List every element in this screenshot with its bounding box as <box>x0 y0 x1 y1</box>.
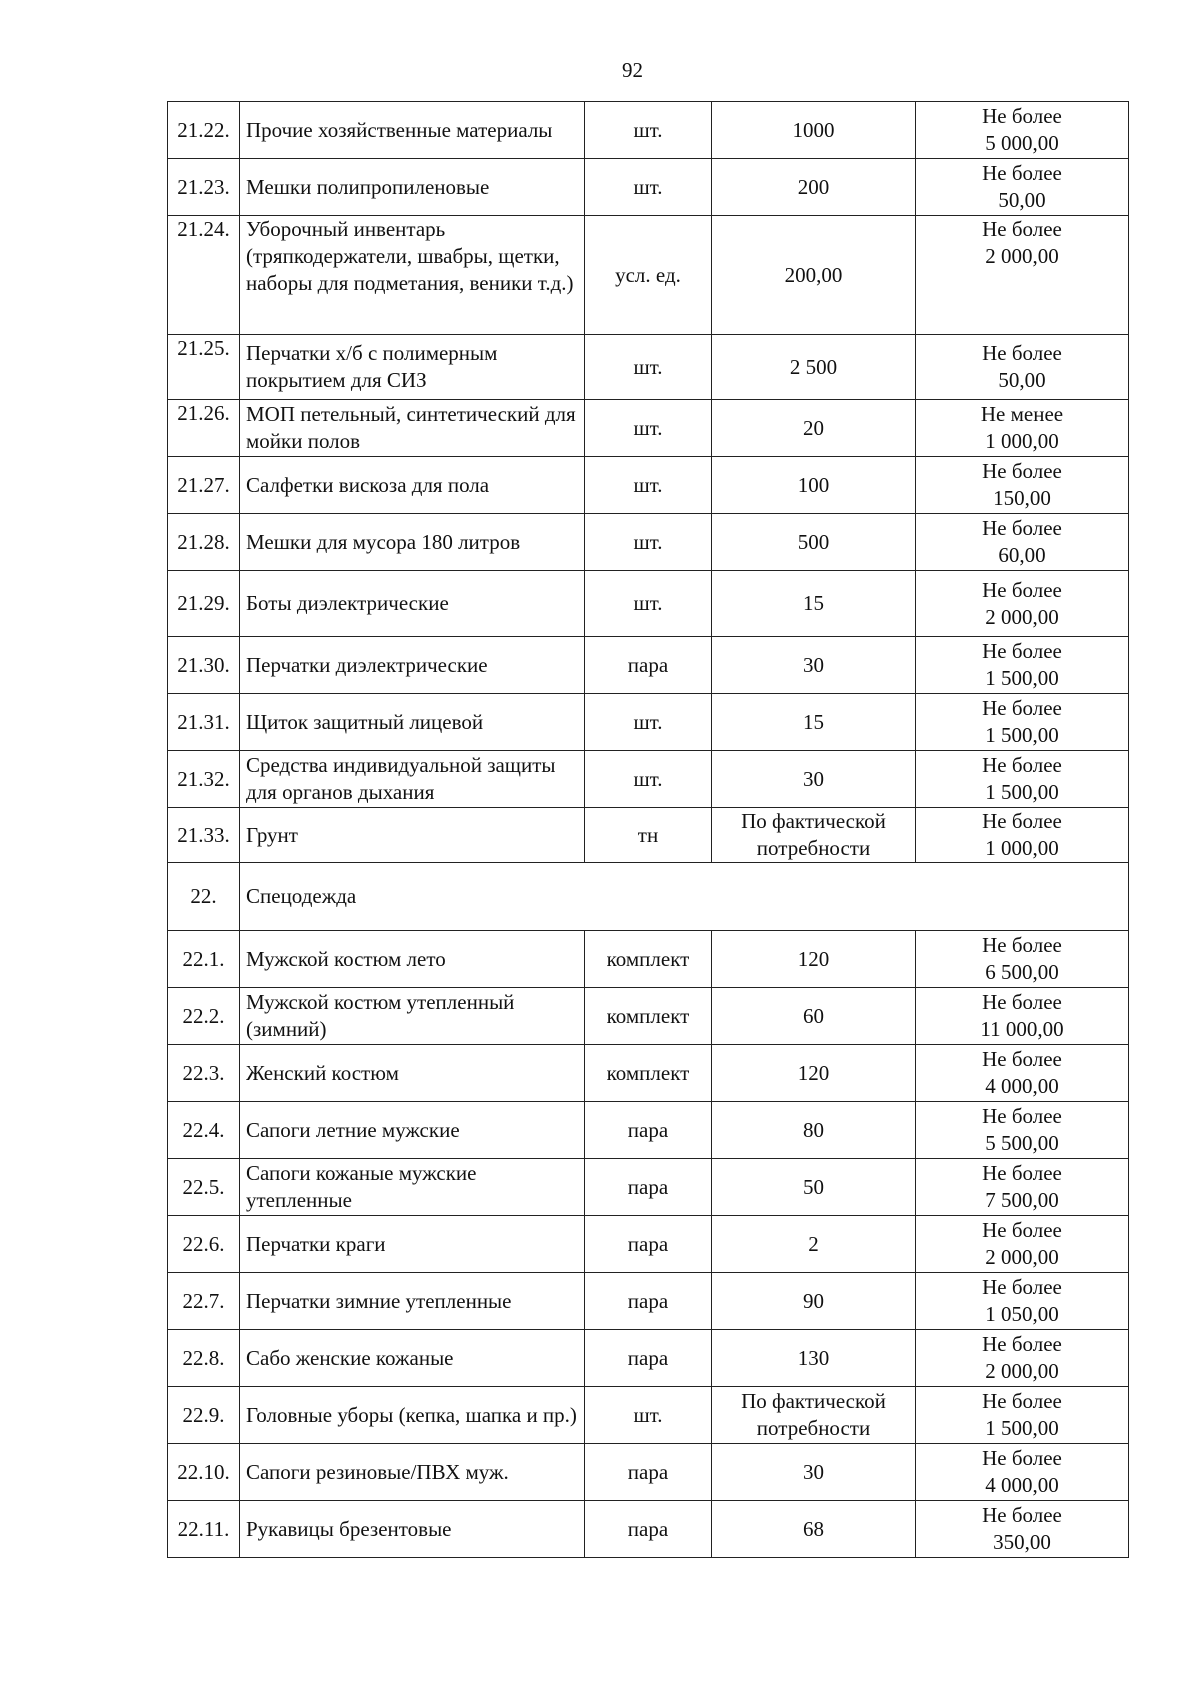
row-number: 22.5. <box>168 1159 240 1216</box>
table-row <box>168 514 1129 571</box>
row-number: 22.1. <box>168 931 240 988</box>
table-row <box>168 637 1129 694</box>
price-label: Не более <box>982 696 1062 720</box>
section-row <box>168 863 1129 931</box>
quantity-cell: 120 <box>712 1045 916 1102</box>
price-value: 50,00 <box>998 368 1046 392</box>
unit-cell: комплект <box>585 988 712 1045</box>
price-label: Не более <box>982 1446 1062 1470</box>
table-row <box>168 694 1129 751</box>
price-cell <box>916 159 1129 216</box>
quantity-cell: 130 <box>712 1330 916 1387</box>
price-cell <box>916 1501 1129 1558</box>
price-value: 2 000,00 <box>985 1359 1059 1383</box>
price-value: 50,00 <box>998 188 1046 212</box>
supplies-table <box>167 101 1129 1558</box>
unit-cell: комплект <box>585 931 712 988</box>
price-value: 4 000,00 <box>985 1473 1059 1497</box>
row-number: 21.29. <box>168 571 240 637</box>
unit-cell: пара <box>585 1444 712 1501</box>
table-row <box>168 571 1129 637</box>
table-row <box>168 1330 1129 1387</box>
unit-cell: пара <box>585 637 712 694</box>
table-row <box>168 1501 1129 1558</box>
quantity-cell: 15 <box>712 694 916 751</box>
price-cell <box>916 1159 1129 1216</box>
unit-cell: пара <box>585 1273 712 1330</box>
price-value: 1 000,00 <box>985 836 1059 860</box>
price-value: 2 000,00 <box>985 604 1059 629</box>
table-row <box>168 1387 1129 1444</box>
section-title: Спецодежда <box>240 863 585 931</box>
price-cell <box>916 1102 1129 1159</box>
item-name: Рукавицы брезентовые <box>240 1501 585 1558</box>
price-cell <box>916 216 1129 335</box>
price-value: 1 500,00 <box>985 780 1059 804</box>
price-cell <box>916 1045 1129 1102</box>
section-number: 22. <box>168 863 240 931</box>
table-row <box>168 1045 1129 1102</box>
price-cell <box>916 694 1129 751</box>
row-number: 22.7. <box>168 1273 240 1330</box>
price-cell <box>916 931 1129 988</box>
quantity-cell: 500 <box>712 514 916 571</box>
price-label: Не более <box>982 516 1062 540</box>
unit-cell: пара <box>585 1216 712 1273</box>
price-cell <box>916 457 1129 514</box>
row-number: 21.28. <box>168 514 240 571</box>
item-name: Сабо женские кожаные <box>240 1330 585 1387</box>
row-number: 22.2. <box>168 988 240 1045</box>
item-name: Головные уборы (кепка, шапка и пр.) <box>240 1387 585 1444</box>
price-label: Не более <box>982 753 1062 777</box>
row-number: 22.8. <box>168 1330 240 1387</box>
unit-cell: шт. <box>585 751 712 808</box>
row-number: 22.6. <box>168 1216 240 1273</box>
table-row <box>168 1444 1129 1501</box>
price-label: Не более <box>982 1161 1062 1185</box>
table-row <box>168 102 1129 159</box>
item-name: Прочие хозяйственные материалы <box>240 102 585 159</box>
price-value: 2 000,00 <box>985 1245 1059 1269</box>
quantity-cell: 15 <box>712 571 916 637</box>
item-name: МОП петельный, синтетический для мойки полов <box>240 400 585 457</box>
quantity-cell: 1000 <box>712 102 916 159</box>
price-label: Не более <box>982 809 1062 833</box>
price-label: Не менее <box>980 402 1064 426</box>
price-cell <box>916 637 1129 694</box>
item-name: Средства индивидуальной защиты для органов дыхания <box>240 751 585 808</box>
unit-cell: пара <box>585 1330 712 1387</box>
price-label: Не более <box>982 459 1062 483</box>
row-number: 21.30. <box>168 637 240 694</box>
price-label: Не более <box>982 1218 1062 1242</box>
table-row <box>168 1102 1129 1159</box>
quantity-cell: 120 <box>712 931 916 988</box>
table-row <box>168 159 1129 216</box>
price-cell <box>916 102 1129 159</box>
table-row <box>168 808 1129 863</box>
table-row <box>168 457 1129 514</box>
table-row <box>168 1159 1129 1216</box>
quantity-cell: 20 <box>712 400 916 457</box>
price-label: Не более <box>982 217 1062 241</box>
price-value: 6 500,00 <box>985 960 1059 984</box>
quantity-cell: 50 <box>712 1159 916 1216</box>
row-number: 21.33. <box>168 808 240 863</box>
item-name: Перчатки х/б с полимерным покрытием для СИЗ <box>240 335 585 400</box>
unit-cell: шт. <box>585 457 712 514</box>
price-cell <box>916 1330 1129 1387</box>
price-label: Не более <box>982 1275 1062 1299</box>
row-number: 22.9. <box>168 1387 240 1444</box>
row-number: 21.32. <box>168 751 240 808</box>
unit-cell: шт. <box>585 400 712 457</box>
unit-cell: шт. <box>585 694 712 751</box>
quantity-cell: 2 <box>712 1216 916 1273</box>
price-label: Не более <box>982 577 1062 602</box>
item-name: Мешки для мусора 180 литров <box>240 514 585 571</box>
price-label: Не более <box>982 341 1062 365</box>
row-number: 21.24. <box>168 216 240 335</box>
price-cell <box>916 988 1129 1045</box>
price-value: 350,00 <box>993 1530 1051 1554</box>
price-label: Не более <box>982 1389 1062 1413</box>
price-value: 1 500,00 <box>985 1416 1059 1440</box>
price-label: Не более <box>982 1332 1062 1356</box>
item-name: Мешки полипропиленовые <box>240 159 585 216</box>
row-number: 21.26. <box>168 400 240 457</box>
item-name: Боты диэлектрические <box>240 571 585 637</box>
price-value: 1 500,00 <box>985 666 1059 690</box>
price-cell <box>916 1273 1129 1330</box>
row-number: 21.22. <box>168 102 240 159</box>
price-value: 11 000,00 <box>980 1017 1064 1041</box>
table-row <box>168 931 1129 988</box>
table-row <box>168 216 1129 335</box>
unit-cell: шт. <box>585 335 712 400</box>
item-name: Щиток защитный лицевой <box>240 694 585 751</box>
quantity-cell: 60 <box>712 988 916 1045</box>
table-row <box>168 751 1129 808</box>
row-number: 21.31. <box>168 694 240 751</box>
quantity-cell: По фактической потребности <box>712 808 916 863</box>
price-value: 5 000,00 <box>985 131 1059 155</box>
quantity-cell: 30 <box>712 637 916 694</box>
item-name: Грунт <box>240 808 585 863</box>
item-name: Сапоги летние мужские <box>240 1102 585 1159</box>
quantity-cell: По фактической потребности <box>712 1387 916 1444</box>
item-name: Перчатки зимние утепленные <box>240 1273 585 1330</box>
unit-cell: шт. <box>585 102 712 159</box>
price-cell <box>916 514 1129 571</box>
quantity-cell: 80 <box>712 1102 916 1159</box>
item-name: Перчатки краги <box>240 1216 585 1273</box>
price-label: Не более <box>982 990 1062 1014</box>
table-row <box>168 335 1129 400</box>
quantity-cell: 200 <box>712 159 916 216</box>
price-label: Не более <box>982 933 1062 957</box>
price-value: 150,00 <box>993 486 1051 510</box>
item-name: Мужской костюм утепленный (зимний) <box>240 988 585 1045</box>
table-row <box>168 1216 1129 1273</box>
row-number: 21.25. <box>168 335 240 400</box>
price-value: 60,00 <box>998 543 1046 567</box>
unit-cell: шт. <box>585 159 712 216</box>
row-number: 22.10. <box>168 1444 240 1501</box>
unit-cell: шт. <box>585 1387 712 1444</box>
price-cell <box>916 751 1129 808</box>
row-number: 21.23. <box>168 159 240 216</box>
quantity-cell: 30 <box>712 1444 916 1501</box>
item-name: Мужской костюм лето <box>240 931 585 988</box>
quantity-cell: 68 <box>712 1501 916 1558</box>
table-row <box>168 400 1129 457</box>
price-value: 1 000,00 <box>985 429 1059 453</box>
unit-cell: комплект <box>585 1045 712 1102</box>
price-value: 7 500,00 <box>985 1188 1059 1212</box>
unit-cell: шт. <box>585 571 712 637</box>
row-number: 22.11. <box>168 1501 240 1558</box>
price-value: 1 500,00 <box>985 723 1059 747</box>
price-cell <box>916 571 1129 637</box>
price-label: Не более <box>982 1503 1062 1527</box>
quantity-cell: 100 <box>712 457 916 514</box>
price-value: 1 050,00 <box>985 1302 1059 1326</box>
price-cell <box>916 400 1129 457</box>
quantity-cell: 200,00 <box>712 216 916 335</box>
item-name: Перчатки диэлектрические <box>240 637 585 694</box>
price-cell <box>916 1444 1129 1501</box>
price-cell <box>916 1387 1129 1444</box>
unit-cell: пара <box>585 1159 712 1216</box>
unit-cell: пара <box>585 1102 712 1159</box>
section-empty <box>585 863 1129 931</box>
price-cell <box>916 808 1129 863</box>
item-name: Уборочный инвентарь (тряпкодержатели, швабры, щетки, наборы для подметания, веники т.д.) <box>240 216 585 335</box>
quantity-cell: 90 <box>712 1273 916 1330</box>
price-cell <box>916 1216 1129 1273</box>
unit-cell: пара <box>585 1501 712 1558</box>
row-number: 21.27. <box>168 457 240 514</box>
quantity-cell: 2 500 <box>712 335 916 400</box>
table-row <box>168 988 1129 1045</box>
price-value: 4 000,00 <box>985 1074 1059 1098</box>
unit-cell: усл. ед. <box>585 216 712 335</box>
page-number: 92 <box>622 58 643 82</box>
unit-cell: шт. <box>585 514 712 571</box>
price-label: Не более <box>982 161 1062 185</box>
row-number: 22.3. <box>168 1045 240 1102</box>
unit-cell: тн <box>585 808 712 863</box>
price-label: Не более <box>982 1104 1062 1128</box>
item-name: Салфетки вискоза для пола <box>240 457 585 514</box>
price-value: 5 500,00 <box>985 1131 1059 1155</box>
price-value: 2 000,00 <box>985 244 1059 268</box>
item-name: Женский костюм <box>240 1045 585 1102</box>
quantity-cell: 30 <box>712 751 916 808</box>
item-name: Сапоги резиновые/ПВХ муж. <box>240 1444 585 1501</box>
price-cell <box>916 335 1129 400</box>
price-label: Не более <box>982 1047 1062 1071</box>
table-row <box>168 1273 1129 1330</box>
item-name: Сапоги кожаные мужские утепленные <box>240 1159 585 1216</box>
price-label: Не более <box>982 639 1062 663</box>
row-number: 22.4. <box>168 1102 240 1159</box>
price-label: Не более <box>982 104 1062 128</box>
